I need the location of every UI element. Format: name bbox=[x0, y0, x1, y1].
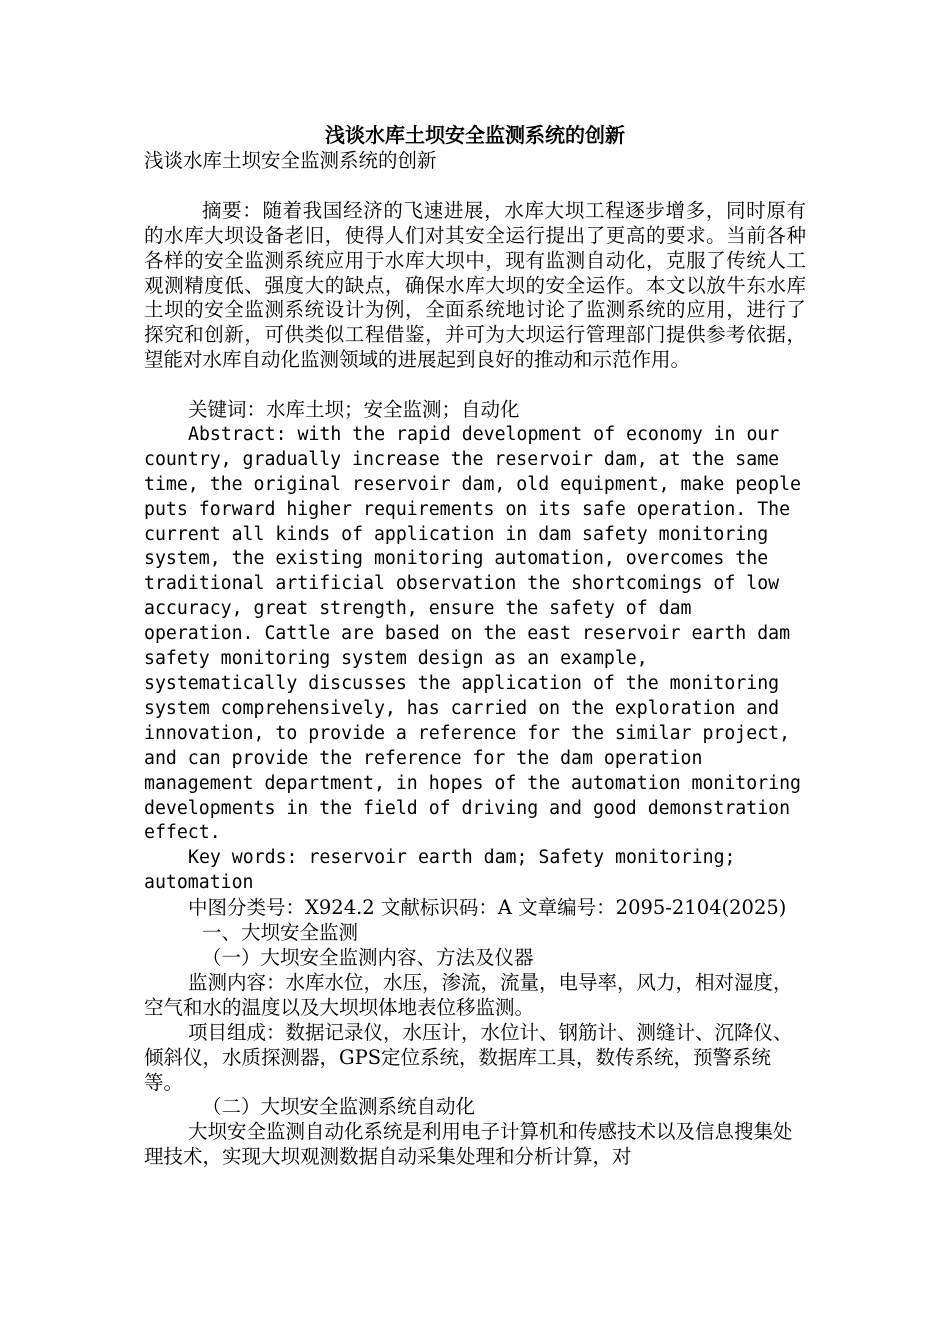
section-heading-1-1: （一）大坝安全监测内容、方法及仪器 bbox=[202, 945, 534, 969]
automation-paragraph: 大坝安全监测自动化系统是利用电子计算机和传感技术以及信息搜集处理技术，实现大坝观测数据自动采集处理和分析计算，对 bbox=[144, 1120, 793, 1169]
document-title: 浅谈水库土坝安全监测系统的创新 bbox=[325, 123, 625, 147]
document-subtitle: 浅谈水库土坝安全监测系统的创新 bbox=[144, 149, 437, 172]
keywords-chinese: 关键词：水库土坝；安全监测；自动化 bbox=[188, 398, 520, 422]
abstract-chinese: 摘要：随着我国经济的飞速进展，水库大坝工程逐步增多，同时原有的水库大坝设备老旧，使得人们对其安全运行提出了更高的要求。当前各种各样的安全监测系统应用于水库大坝中，现有监测自动化，克服了传统人工观测精度低、强度大的缺点，确保水库大坝的安全运作。本文以放牛东水库土坝的安全监测系统设计为例，全面系统地讨论了监测系统的应用，进行了探究和创新，可供类似工程借鉴，并可为大坝运行管理部门提供参考依据，望能对水库自动化监测领域的进展起到良好的推动和示范作用。 bbox=[144, 198, 806, 372]
abstract-english: Abstract: with the rapid development of economy in our country, gradually increase the reservoir dam, at the same time, the original reservoir dam, old equipment, make people puts forward higher requirements on its safe operation. The current all kinds of application in dam safety monitoring system, the existing monitoring automation, overcomes the traditional artificial observation the shortcomings of low accuracy, great strength, ensure the safety of dam operation. Cattle are based on the east reservoir earth dam safety monitoring system design as an example, systematically discusses the application of the monitoring system comprehensively, has carried on the exploration and innovation, to provide a reference for the similar project, and can provide the reference for the dam operation management department, in hopes of the automation monitoring developments in the field of driving and good demonstration effect. bbox=[144, 423, 801, 844]
project-composition-paragraph: 项目组成：数据记录仪，水压计，水位计、钢筋计、测缝计、沉降仪、倾斜仪，水质探测器，GPS定位系统，数据库工具，数传系统，预警系统等。 bbox=[144, 1020, 793, 1094]
classification-info: 中图分类号：X924.2 文献标识码：A 文章编号：2095-2104(2025) bbox=[188, 896, 787, 920]
section-heading-1-2: （二）大坝安全监测系统自动化 bbox=[202, 1095, 476, 1119]
monitoring-content-paragraph: 监测内容：水库水位，水压，渗流，流量，电导率，风力，相对湿度，空气和水的温度以及大坝坝体地表位移监测。 bbox=[144, 970, 793, 1019]
keywords-english: Key words: reservoir earth dam; Safety monitoring; automation bbox=[144, 847, 736, 894]
document-body bbox=[144, 149, 806, 1170]
section-heading-1: 一、大坝安全监测 bbox=[202, 921, 359, 945]
